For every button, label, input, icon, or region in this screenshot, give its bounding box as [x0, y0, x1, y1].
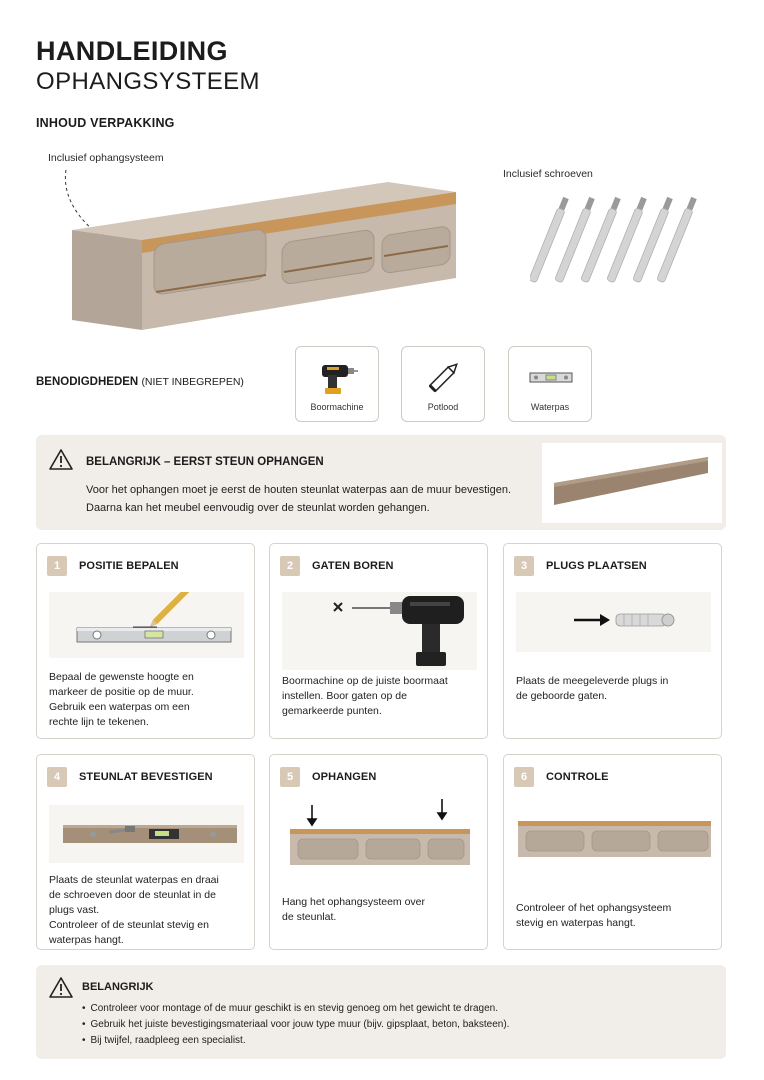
important-notes-list — [82, 1001, 509, 1049]
important-title: BELANGRIJK – EERST STEUN OPHANGEN — [86, 456, 324, 468]
important-line-1: Voor het ophangen moet je eerst de houten steunlat waterpas aan de muur bevestigen. — [86, 484, 512, 496]
tools-heading-note: (NIET INBEGREPEN) — [141, 376, 244, 388]
tool-label-drill: Boormachine — [310, 402, 364, 412]
important-notes-box — [36, 965, 726, 1059]
step-1-line-3: Gebruik een waterpas om een — [49, 701, 190, 713]
important-notes-title: BELANGRIJK — [82, 981, 154, 993]
wooden-batten-illustration — [542, 443, 722, 523]
step-number-2: 2 — [280, 556, 300, 576]
step-title-4: STEUNLAT BEVESTIGEN — [79, 771, 213, 783]
step-4-line-1: Plaats de steunlat waterpas en draai — [49, 874, 219, 886]
hang-cabinet-illustration — [282, 797, 477, 867]
list-item: • Bij twijfel, raadpleeg een specialist. — [82, 1033, 509, 1049]
arrow-right-icon — [600, 614, 610, 626]
step-4-line-2: de schroeven door de steunlat in de — [49, 889, 216, 901]
step-text-6 — [516, 901, 671, 931]
important-text — [86, 481, 511, 517]
step-number-1: 1 — [47, 556, 67, 576]
step-4-line-3: plugs vast. — [49, 904, 100, 916]
step-number-3: 3 — [514, 556, 534, 576]
batten-mounting-illustration — [49, 805, 244, 863]
step-1-line-1: Bepaal de gewenste hoogte en — [49, 671, 194, 683]
step-card-3 — [503, 543, 722, 739]
step-4-line-4: Controleer of de steunlat stevig en — [49, 919, 209, 931]
important-first-batten-box — [36, 435, 726, 530]
manual-title: HANDLEIDING — [36, 36, 228, 66]
step-title-6: CONTROLE — [546, 771, 609, 783]
step-6-line-1: Controleer of het ophangsysteem — [516, 902, 672, 914]
step-1-line-2: markeer de positie op de muur. — [49, 686, 194, 698]
arrow-down-icon — [308, 799, 446, 825]
mounted-cabinet-illustration — [516, 815, 711, 865]
warning-icon — [48, 976, 74, 999]
step-image-3 — [516, 592, 711, 652]
label-screws: Inclusief schroeven — [503, 168, 593, 180]
step-number-5: 5 — [280, 767, 300, 787]
step-image-5 — [282, 797, 477, 867]
step-text-1 — [49, 670, 194, 730]
step-title-5: OPHANGEN — [312, 771, 377, 783]
step-card-2 — [269, 543, 488, 739]
tool-card-spirit-level — [508, 346, 592, 422]
step-image-1 — [49, 592, 244, 658]
step-6-line-2: stevig en waterpas hangt. — [516, 917, 636, 929]
step-card-4 — [36, 754, 255, 950]
step-3-line-1: Plaats de meegeleverde plugs in — [516, 675, 669, 687]
batten-image — [542, 443, 722, 523]
step-card-6 — [503, 754, 722, 950]
step-4-line-5: waterpas hangt. — [49, 934, 124, 946]
step-text-5 — [282, 895, 425, 925]
label-system: Inclusief ophangsysteem — [48, 152, 164, 164]
step-2-line-1: Boormachine op de juiste boormaat — [282, 675, 448, 687]
contents-heading: INHOUD VERPAKKING — [36, 116, 175, 130]
step-text-3 — [516, 674, 668, 704]
step-image-4 — [49, 805, 244, 863]
step-card-5 — [269, 754, 488, 950]
step-2-line-2: instellen. Boor gaten op de — [282, 690, 407, 702]
step-5-line-1: Hang het ophangsysteem over — [282, 896, 426, 908]
tool-card-pencil — [401, 346, 485, 422]
step-1-line-4: rechte lijn te tekenen. — [49, 716, 149, 728]
step-text-2 — [282, 674, 448, 719]
warning-icon — [48, 448, 74, 471]
tool-label-pencil: Potlood — [427, 402, 459, 412]
step-number-6: 6 — [514, 767, 534, 787]
step-text-4 — [49, 873, 219, 948]
step-title-2: GATEN BOREN — [312, 560, 394, 572]
important-line-2: Daarna kan het meubel eenvoudig over de steunlat worden gehangen. — [86, 502, 430, 514]
step-title-3: PLUGS PLAATSEN — [546, 560, 647, 572]
step-3-line-2: de geboorde gaten. — [516, 690, 608, 702]
list-item: • Gebruik het juiste bevestigingsmateriaal voor jouw type muur (bijv. gipsplaat, beton, baksteen). — [82, 1017, 509, 1033]
step-5-line-2: de steunlat. — [282, 911, 337, 923]
wall-plugs-screws-illustration — [530, 194, 700, 300]
list-item: • Controleer voor montage of de muur geschikt is en stevig genoeg om het gewicht te dragen. — [82, 1001, 509, 1017]
spirit-level-icon — [528, 357, 574, 397]
plug-insert-illustration — [516, 592, 711, 652]
step-2-line-3: gemarkeerde punten. — [282, 705, 382, 717]
hanging-cabinet-illustration — [70, 180, 462, 332]
drill-icon — [318, 357, 358, 397]
step-title-1: POSITIE BEPALEN — [79, 560, 179, 572]
tool-card-drill — [295, 346, 379, 422]
step-image-2 — [282, 592, 477, 670]
pencil-icon — [424, 357, 464, 397]
step-image-6 — [516, 815, 711, 865]
step-number-4: 4 — [47, 767, 67, 787]
step-card-1 — [36, 543, 255, 739]
cross-mark-icon — [334, 603, 342, 611]
manual-subtitle: OPHANGSYSTEEM — [36, 68, 260, 95]
tools-heading — [36, 376, 244, 388]
level-and-pencil-illustration — [49, 592, 244, 658]
tool-label-spirit-level: Waterpas — [530, 402, 570, 412]
tools-heading-text: BENODIGDHEDEN — [36, 376, 139, 388]
drilling-illustration — [282, 592, 477, 670]
